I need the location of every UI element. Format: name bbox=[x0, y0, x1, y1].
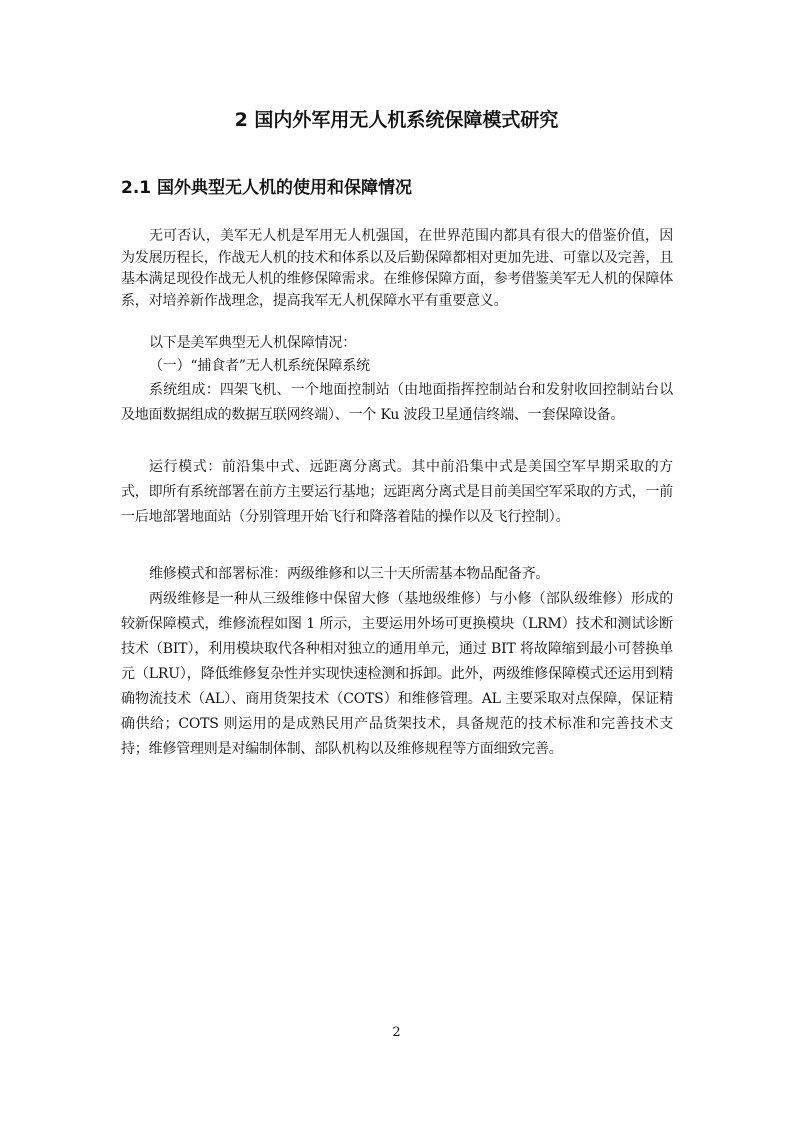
paragraph-operation-mode: 运行模式：前沿集中式、远距离分离式。其中前沿集中式是美国空军早期采取的方式，即所有系统部署在前方主要运行基地；远距离分离式是目前美国空军采取的方式，一前一后地部署地面站（分别管理开始飞行和降落着陆的操作以及飞行控制）。 bbox=[121, 459, 673, 525]
paragraph-two-level-maintenance: 两级维修是一种从三级维修中保留大修（基地级维修）与小修（部队级维修）形成的较新保障模式，维修流程如图 1 所示，主要运用外场可更换模块（LRM）技术和测试诊断技术（BIT），利用模块取代各种相对独立的通用单元，通过 BIT 将故障缩到最小可替换单元（LRU），降低维修复杂性并实现快速检测和拆卸。此外，两级维修保障模式还运用到精确物流技术（AL）、商用货架技术（COTS）和维修管理。AL 主要采取对点保障，保证精确供给；COTS 则运用的是成熟民用产品货架技术，具备规范的技术标准和完善技术支持；维修管理则是对编制体制、部队机构以及维修规程等方面细致完善。 bbox=[121, 591, 673, 757]
page-number: 2 bbox=[392, 1025, 401, 1040]
section-title: 2.1 国外典型无人机的使用和保障情况 bbox=[121, 178, 413, 198]
chapter-title: 2 国内外军用无人机系统保障模式研究 bbox=[234, 109, 559, 131]
subsection-heading: （一）“捕食者”无人机系统保障系统 bbox=[149, 358, 370, 374]
paragraph-intro: 无可否认，美军无人机是军用无人机强国，在世界范围内都具有很大的借鉴价值，因为发展历程长，作战无人机的技术和体系以及后勤保障都相对更加先进、可靠以及完善，且基本满足现役作战无人机的维修保障需求。在维修保障方面，参考借鉴美军无人机的保障体系，对培养新作战理念，提高我军无人机保障水平有重要意义。 bbox=[121, 228, 673, 309]
paragraph-maintenance-standard: 维修模式和部署标准：两级维修和以三十天所需基本物品配备齐。 bbox=[149, 566, 550, 582]
paragraph-system-composition: 系统组成：四架飞机、一个地面控制站（由地面指挥控制站台和发射收回控制站台以及地面数据组成的数据互联网终端）、一个 Ku 波段卫星通信终端、一套保障设备。 bbox=[121, 382, 673, 423]
paragraph-lead-in: 以下是美军典型无人机保障情况： bbox=[149, 335, 356, 351]
